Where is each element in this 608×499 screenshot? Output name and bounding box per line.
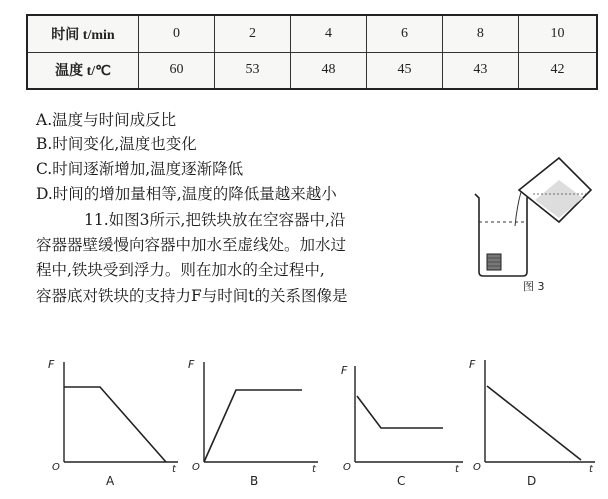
graph-d-origin: O: [473, 462, 481, 473]
graph-a-line: [64, 387, 166, 462]
graph-c-line: [357, 396, 443, 428]
graph-c-origin: O: [343, 462, 351, 473]
graph-b-x-label: t: [312, 464, 316, 475]
graph-d-label: D: [527, 474, 537, 488]
graph-c-x-label: t: [455, 464, 459, 475]
table-cell: 53: [214, 52, 290, 89]
graph-d: [465, 352, 605, 492]
table-cell: 0: [139, 15, 215, 52]
table-cell: 45: [366, 52, 442, 89]
table-cell: 42: [518, 52, 597, 89]
question-11-line-2: 容器器壁缓慢向容器中加水至虚线处。加水过: [36, 236, 347, 254]
graph-d-y-label: F: [469, 358, 476, 371]
table-cell: 6: [366, 15, 442, 52]
table-cell: 8: [442, 15, 518, 52]
option-a: A.温度与时间成反比: [36, 111, 177, 129]
graph-b-origin: O: [192, 462, 200, 473]
option-c: C.时间逐渐增加,温度逐渐降低: [36, 160, 244, 178]
data-table: [26, 14, 598, 90]
row-header-time: 时间 t/min: [27, 15, 139, 52]
option-b: B.时间变化,温度也变化: [36, 135, 197, 153]
question-11-line-4: 容器底对铁块的支持力F与时间t的关系图像是: [36, 287, 348, 305]
graph-a-x-label: t: [172, 464, 176, 475]
graph-b-line: [204, 390, 302, 462]
table-cell: 48: [290, 52, 366, 89]
table-cell: 60: [139, 52, 215, 89]
graph-d-x-label: t: [589, 464, 593, 475]
table-cell: 4: [290, 15, 366, 52]
table-cell: 43: [442, 52, 518, 89]
graph-c-y-label: F: [341, 364, 348, 377]
graph-c-label: C: [397, 474, 406, 488]
graph-a-label: A: [106, 474, 115, 488]
table-cell: 10: [518, 15, 597, 52]
table-row-temperature: [27, 52, 597, 89]
graph-c: [335, 352, 475, 492]
table-cell: 2: [214, 15, 290, 52]
row-header-temperature: 温度 t/℃: [27, 52, 139, 89]
graph-a-y-label: F: [48, 358, 55, 371]
table-row-time: [27, 15, 597, 52]
option-d: D.时间的增加量相等,温度的降低量越来越小: [36, 185, 337, 203]
graph-a-origin: O: [52, 462, 60, 473]
figure-3-caption: 图 3: [523, 280, 545, 293]
question-11-line-3: 程中,铁块受到浮力。则在加水的全过程中,: [36, 261, 325, 279]
graph-b-label: B: [250, 474, 259, 488]
figure-3: [463, 150, 595, 295]
graph-b: [184, 352, 324, 492]
graph-b-y-label: F: [188, 358, 195, 371]
graph-a: [44, 352, 184, 492]
graph-d-line: [487, 386, 581, 460]
question-11-line-1: 11.如图3所示,把铁块放在空容器中,沿: [84, 211, 346, 229]
